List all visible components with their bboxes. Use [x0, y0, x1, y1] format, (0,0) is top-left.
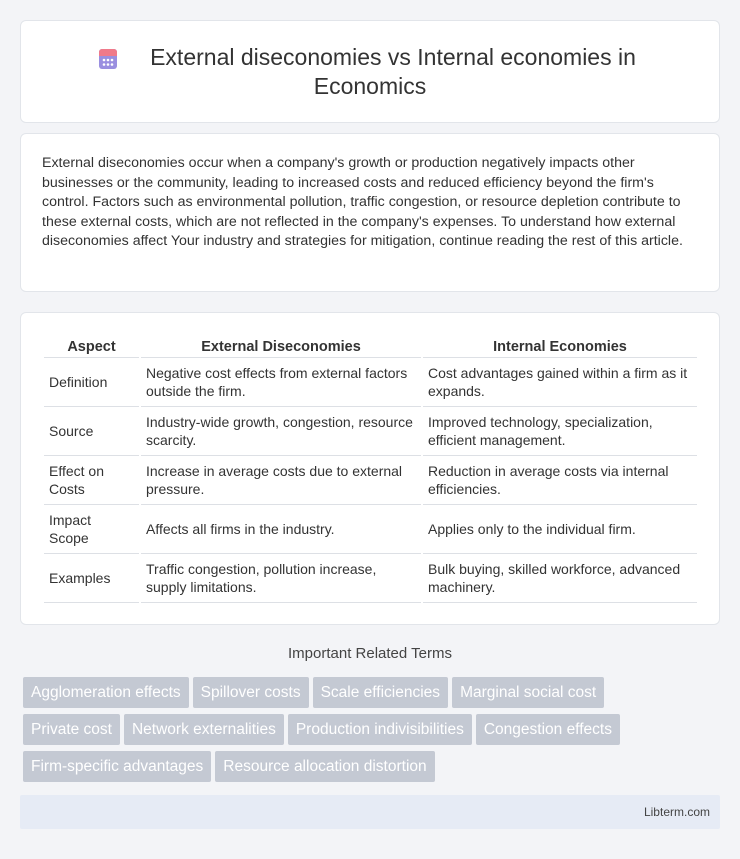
header-aspect: Aspect [44, 333, 139, 358]
cell-internal: Cost advantages gained within a firm as it expands. [423, 358, 697, 407]
page-title [21, 43, 719, 101]
related-term-tag[interactable]: Resource allocation distortion [215, 751, 434, 782]
footer-site-link[interactable]: Libterm.com [643, 805, 710, 819]
related-term-tag[interactable]: Scale efficiencies [313, 677, 448, 708]
cell-external: Negative cost effects from external factors outside the firm. [141, 358, 421, 407]
table-row [44, 505, 697, 554]
cell-aspect: Source [44, 407, 139, 456]
related-term-tag[interactable]: Spillover costs [193, 677, 309, 708]
table-row [44, 554, 697, 603]
table-row [44, 456, 697, 505]
related-term-tag[interactable]: Production indivisibilities [288, 714, 472, 745]
related-terms-row [23, 751, 723, 782]
cell-internal: Improved technology, specialization, efficient management. [423, 407, 697, 456]
cell-external: Affects all firms in the industry. [141, 505, 421, 554]
related-term-tag[interactable]: Congestion effects [476, 714, 620, 745]
cell-aspect: Examples [44, 554, 139, 603]
cell-aspect: Definition [44, 358, 139, 407]
related-term-tag[interactable]: Firm-specific advantages [23, 751, 211, 782]
table-row [44, 358, 697, 407]
cell-external: Traffic congestion, pollution increase, supply limitations. [141, 554, 421, 603]
footer [20, 795, 720, 829]
page-title-line2: Economics [313, 73, 427, 99]
cell-aspect: Impact Scope [44, 505, 139, 554]
related-term-tag[interactable]: Private cost [23, 714, 120, 745]
related-terms-row [23, 677, 723, 708]
cell-external: Industry-wide growth, congestion, resource scarcity. [141, 407, 421, 456]
cell-internal: Reduction in average costs via internal efficiencies. [423, 456, 697, 505]
title-card [20, 20, 720, 123]
cell-external: Increase in average costs due to external pressure. [141, 456, 421, 505]
cell-aspect: Effect on Costs [44, 456, 139, 505]
page-title-line1: External diseconomies vs Internal economies in [150, 44, 636, 70]
related-term-tag[interactable]: Network externalities [124, 714, 284, 745]
cell-internal: Applies only to the individual firm. [423, 505, 697, 554]
related-terms-row [23, 714, 723, 745]
related-terms-heading: Important Related Terms [288, 645, 452, 662]
comparison-card [20, 312, 720, 625]
intro-paragraph: External diseconomies occur when a company's growth or production negatively impacts other businesses or the community, leading to increased costs and reduced efficiency beyond the firm's control. Factors such as environmental pollution, traffic congestion, or resource depletion contribute to these external costs, which are not reflected in the company's expenses. To understand how external diseconomies affect Your industry and strategies for mitigation, continue reading the rest of this article. [42, 155, 683, 249]
table-row [44, 407, 697, 456]
table-header-row [44, 333, 697, 358]
related-term-tag[interactable]: Marginal social cost [452, 677, 604, 708]
header-external: External Diseconomies [141, 333, 421, 358]
header-internal: Internal Economies [423, 333, 697, 358]
comparison-table [42, 333, 699, 603]
intro-card [20, 133, 720, 292]
cell-internal: Bulk buying, skilled workforce, advanced machinery. [423, 554, 697, 603]
related-term-tag[interactable]: Agglomeration effects [23, 677, 189, 708]
